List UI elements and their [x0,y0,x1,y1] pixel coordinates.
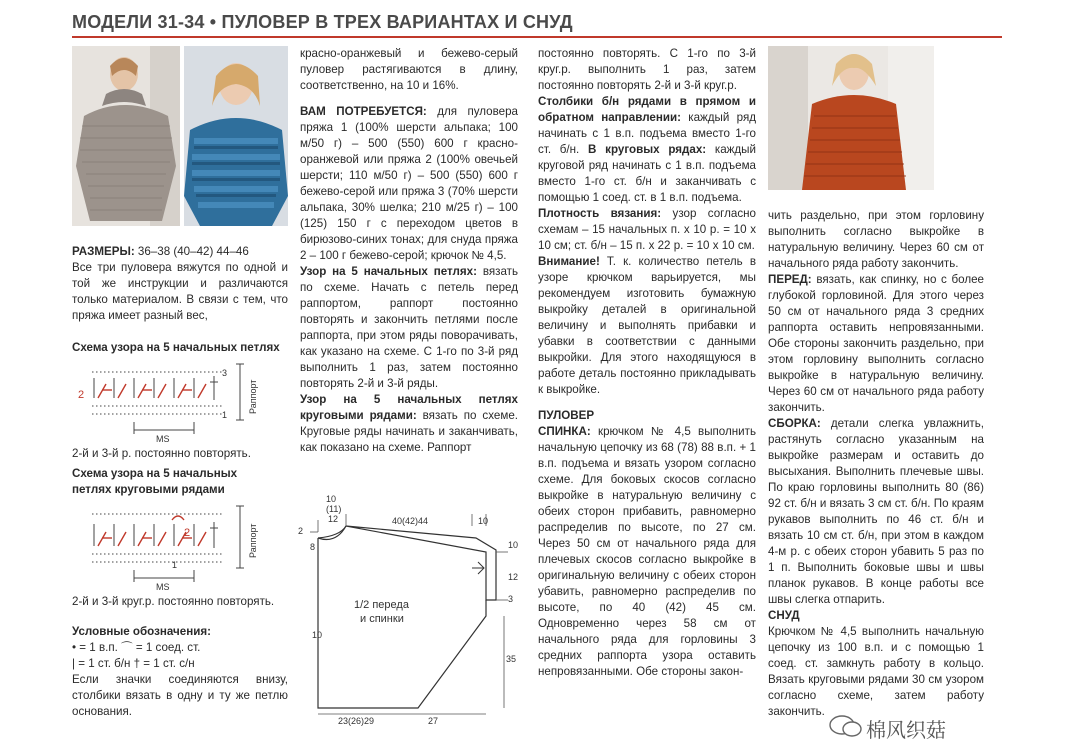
scheme2-row2: 2 [184,527,191,539]
attention-paragraph [538,254,756,398]
legend-line2: | = 1 ст. б/н † = 1 ст. с/н [72,657,195,670]
sizes-value: 36–38 (40–42) 44–46 [134,245,249,258]
legend-text: Если значки соединяются внизу, столбики вязать в одну и ту же петлю основания. [72,673,288,718]
dim-neck-1: 10 [326,494,337,504]
round-label: В круговых рядах: [588,143,707,156]
density-text: узор согласно схемам – 15 начальных п. х 10 р. = 10 х 10 см; ст. б/н – 15 п. х 22 р. = 10 х 10 см. [538,207,756,252]
column-3-text [538,46,756,680]
assembly-label: СБОРКА: [768,417,821,430]
sizes-paragraph [72,244,288,260]
photo-orange-pullover [768,46,934,190]
snood-text: Крючком № 4,5 выполнить начальную цепочку из 100 в.п. и с помощью 1 соед. ст. замкнуть работу в кольцо. Вязать круговыми рядами 30 см узором согласно схеме, затем работу закончить. [768,625,984,718]
scheme2-diagram [72,500,288,590]
back-label: СПИНКА: [538,425,591,438]
dim-neck-2: (11) [326,504,342,514]
density-paragraph [538,206,756,254]
column-1-text [72,244,288,324]
dim-neck-drop: 8 [310,542,316,552]
materials-label: ВАМ ПОТРЕБУЕТСЯ: [300,105,427,118]
front-text: вязать, как спинку, но с более глубокой горловиной. Для этого через 50 см от начального ряда 3 средних раппорта оставить непровязанными. Обе стороны закончить раздельно, при этом горловину выполнить согласно выкройке в натуральную величину. Через 60 см от начального ряда работу закончить. [768,273,984,414]
attention-text: Т. к. количество петель в узоре крючком варьируется, мы рекомендуем изготовить бумажную выкройку деталей в оригинальной величину и выполнять прибавки и убавки в соответствии с данными выкройки. Для этого находящуюся в работе деталь постоянно прикладывать к выкройке. [538,255,756,396]
scheme1-rapport: Раппорт [248,379,258,414]
pattern1-paragraph [300,264,518,392]
dim-sleeve-top: 10 [478,516,489,526]
page-title: МОДЕЛИ 31-34 • ПУЛОВЕР В ТРЕХ ВАРИАНТАХ И СНУД [72,12,573,32]
intro-paragraph: Все три пуловера вяжутся по одной и той же инструкции и различаются только материалом. В связи с тем, что пряжа имеет разный вес, [72,261,288,322]
scheme1-ms: MS [156,434,170,444]
materials-paragraph [300,104,518,264]
column-2-text [300,46,518,456]
pattern1-text: вязать по схеме. Начать с петель перед раппортом, раппорт постоянно повторять и закончить петлями после раппорта, при этом ряды поворачивать, как указано на схеме. С 1-го по 3-й ряд выполнить 1 раз, затем постоянно повторять 2-й и 3-й ряды. [300,265,518,390]
pattern-diagram [296,492,532,728]
scheme2-note: 2-й и 3-й круг.р. постоянно повторять. [72,595,275,608]
dim-right-3: 3 [508,594,514,604]
legend-line1: • = 1 в.п. ⌒ = 1 соед. ст. [72,641,201,654]
page-header [72,4,1072,40]
dim-right-10: 10 [508,540,519,550]
piece-label-2: и спинки [360,613,404,625]
legend-title: Условные обозначения: [72,625,211,638]
photo-gray-pullover [72,46,180,226]
scheme2-ms: MS [156,582,170,590]
scheme2-rapport: Раппорт [248,523,258,558]
scheme1-row3: 3 [222,368,228,378]
piece-label-1: 1/2 переда [354,599,409,611]
snood-title: СНУД [768,609,800,622]
assembly-text: детали слегка увлажнить, растянуть согласно указанным на выкройке размерам и оставить до высыхания. Выполнить плечевые швы. По краю горловины выполнить 80 (86) 92 ст. б/н и вязать 3 см ст. б/н. По краям рукавов выполнить по 46 ст. б/н и вязать 10 см ст. б/н, при этом в каждом 4-м р. с обеих сторон убавить 5 раз по 1 п. Выполнить боковые швы и швы планок рукавов. В конце работы все швы слегка отпарить. [768,417,984,606]
dim-neck-depth: 2 [298,526,304,536]
scheme1-note: 2-й и 3-й р. постоянно повторять. [72,447,251,460]
col4-p1: чить раздельно, при этом горловину выполнить согласно выкройке в натуральную величину. Через 60 см от начального ряда работу закончить. [768,209,984,270]
watermark-text: 棉风织菇 [866,718,946,740]
chat-bubble-icon [828,714,862,740]
svg-text:2: 2 [78,389,85,401]
legend [72,624,288,720]
materials-text: для пуловера пряжа 1 (100% шерсти альпака; 100 м/50 г) – 500 (550) 600 г красно-оранжевой или пряжа 2 (100% овечьей шерсти; 110 м/50 г) – 500 (550) 600 г бежево-серой или пряжа 3 (70% шерсти альпака, 30% шелка; 210 м/25 г) – 100 (125) 150 г с переходом цветов в бирюзово-синих тонах; для снуда пряжа 2 – 100 г бежево-серой; крючок № 4,5. [300,105,518,262]
dim-bottom-right: 27 [428,716,439,726]
front-label: ПЕРЕД: [768,273,812,286]
pullover-title: ПУЛОВЕР [538,409,595,422]
scheme2-caption: Схема узора на 5 начальных петлях круговыми рядами [72,467,238,496]
col2-p1: красно-оранжевый и бежево-серый пуловер растягиваются в длину, соответственно, на 10 и 16%. [300,47,518,92]
assembly-paragraph [768,416,984,608]
scheme1-caption: Схема узора на 5 начальных петлях [72,341,280,354]
sc-label: Столбики б/н рядами в прямом и обратном направлении: [538,95,756,124]
watermark [826,712,1080,740]
dim-neck-3: 12 [328,514,339,524]
dim-right-12: 12 [508,572,519,582]
back-paragraph [538,424,756,680]
round-text: каждый круговой ряд начинать с 1 в.п. подъема вместо 1-го ст. б/н и заканчивать с помощью 1 соед. ст. в 1 в.п. подъема. [538,143,756,204]
front-paragraph [768,272,984,416]
header-rule [72,36,1002,38]
attention-label: Внимание! [538,255,600,268]
dim-bottom-left: 23(26)29 [338,716,375,726]
dim-width: 40(42)44 [392,516,429,526]
column-4-text [768,208,984,720]
sizes-label: РАЗМЕРЫ: [72,245,135,258]
sc-paragraph [538,94,756,206]
dim-left-10: 10 [312,630,323,640]
scheme1-diagram [72,358,288,446]
scheme1-row1: 1 [222,410,228,420]
pattern1-label: Узор на 5 начальных петлях: [300,265,477,278]
pattern2-paragraph [300,392,518,456]
scheme2-row1: 1 [172,560,178,570]
back-text: крючком № 4,5 выполнить начальную цепочку из 68 (78) 88 в.п. + 1 в.п. подъема и вязать узором согласно схеме. Для боковых скосов согласно выкройке в натуральную величину с обеих сторон прибавить, равномерно распределив по высоте, по 27 см. Через 50 см от начального ряда для плечевых скосов согласно выкройке в оригинальную величину с обеих сторон убавить, равномерно распределив по высоте, по 40 (42) 45 см. Одновременно через 58 см от начального ряда для горловины 3 средних раппорта узора оставить непровязанными. Обе стороны закон- [538,425,756,678]
density-label: Плотность вязания: [538,207,662,220]
col3-p1: постоянно повторять. С 1-го по 3-й круг.р. выполнить 1 раз, затем постоянно повторять 2-й и 3-й круг.р. [538,47,756,92]
pattern2-text: вязать по схеме. Круговые ряды начинать и заканчивать, как показано на схеме. Раппорт [300,409,518,454]
photo-blue-pullover [184,46,288,226]
dim-right-35: 35 [506,654,517,664]
sc-text: каждый ряд начинать с 1 в.п. подъема вместо 1-го ст. б/н. [538,111,756,156]
pattern2-label: Узор на 5 начальных петлях круговыми рядами: [300,393,518,422]
